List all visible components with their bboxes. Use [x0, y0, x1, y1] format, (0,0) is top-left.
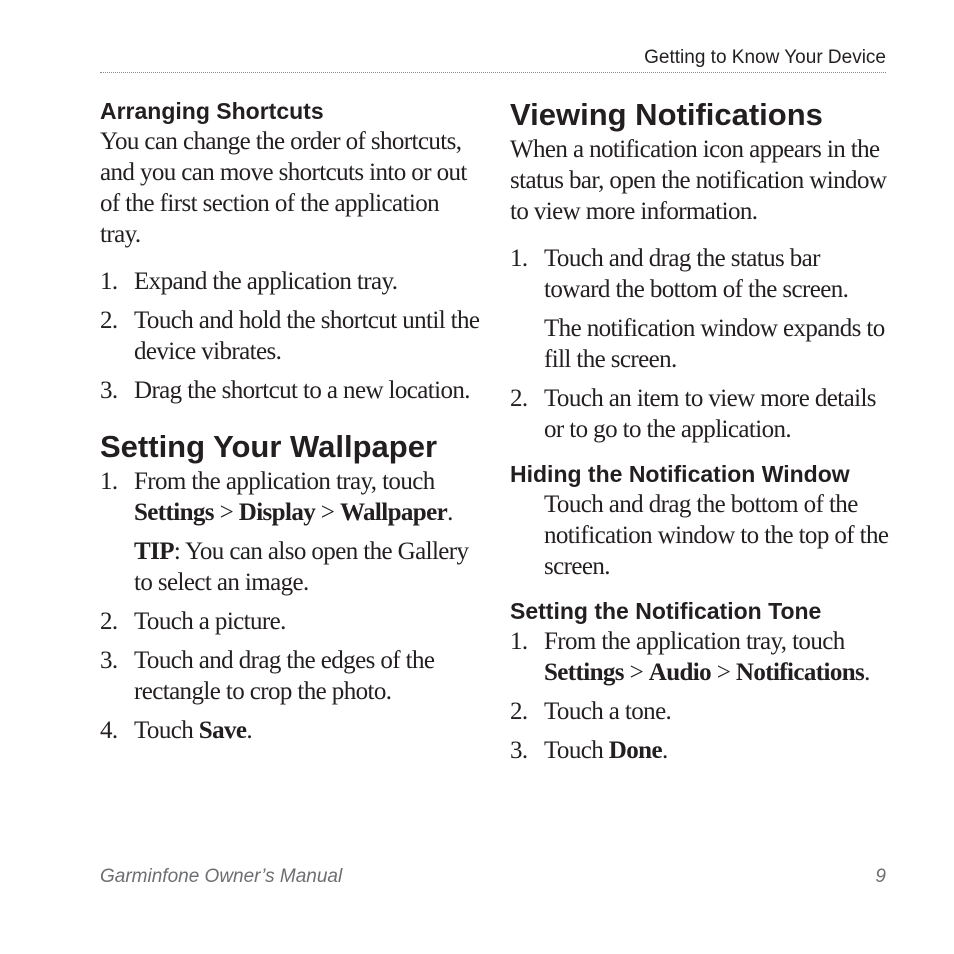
- list-item: 2. Touch an item to view more details or to go to the application.: [510, 385, 876, 443]
- tip-note: TIP: You can also open the Gallery to select an image.: [134, 538, 469, 596]
- list-item: 1. Expand the application tray.: [100, 268, 398, 295]
- step-note: The notification window expands to fill the screen.: [544, 315, 885, 373]
- page-number: 9: [875, 866, 886, 887]
- list-item: 4. Touch Save.: [100, 717, 253, 744]
- footer-manual-title: Garminfone Owner’s Manual: [100, 866, 343, 887]
- running-header: Getting to Know Your Device: [644, 47, 886, 68]
- header-rule: [100, 72, 886, 73]
- hiding-text: Touch and drag the bottom of the notification window to the top of the screen.: [544, 491, 889, 580]
- list-item: 2. Touch a tone.: [510, 698, 672, 725]
- hiding-notification-heading: Hiding the Notification Window: [510, 461, 850, 487]
- setting-wallpaper-heading: Setting Your Wallpaper: [100, 429, 438, 464]
- list-item: 1. From the application tray, touch Settings > Audio > Notifications.: [510, 628, 870, 686]
- list-item: 3. Drag the shortcut to a new location.: [100, 377, 470, 404]
- viewing-intro: When a notification icon appears in the status bar, open the notification window to view more information.: [510, 136, 887, 225]
- list-item: 2. Touch a picture.: [100, 608, 286, 635]
- list-item: 2. Touch and hold the shortcut until the device vibrates.: [100, 307, 480, 365]
- list-item: 3. Touch and drag the edges of the rectangle to crop the photo.: [100, 647, 435, 705]
- viewing-notifications-heading: Viewing Notifications: [510, 97, 823, 132]
- arranging-intro: You can change the order of shortcuts, and you can move shortcuts into or out of the first section of the application tray.: [100, 128, 467, 248]
- list-item: 1. Touch and drag the status bar toward the bottom of the screen.: [510, 245, 849, 303]
- list-item: 1. From the application tray, touch Settings > Display > Wallpaper.: [100, 468, 453, 526]
- arranging-shortcuts-heading: Arranging Shortcuts: [100, 98, 324, 124]
- right-column: [510, 96, 890, 766]
- left-column: [100, 96, 480, 746]
- list-item: 3. Touch Done.: [510, 737, 668, 764]
- notification-tone-heading: Setting the Notification Tone: [510, 598, 822, 624]
